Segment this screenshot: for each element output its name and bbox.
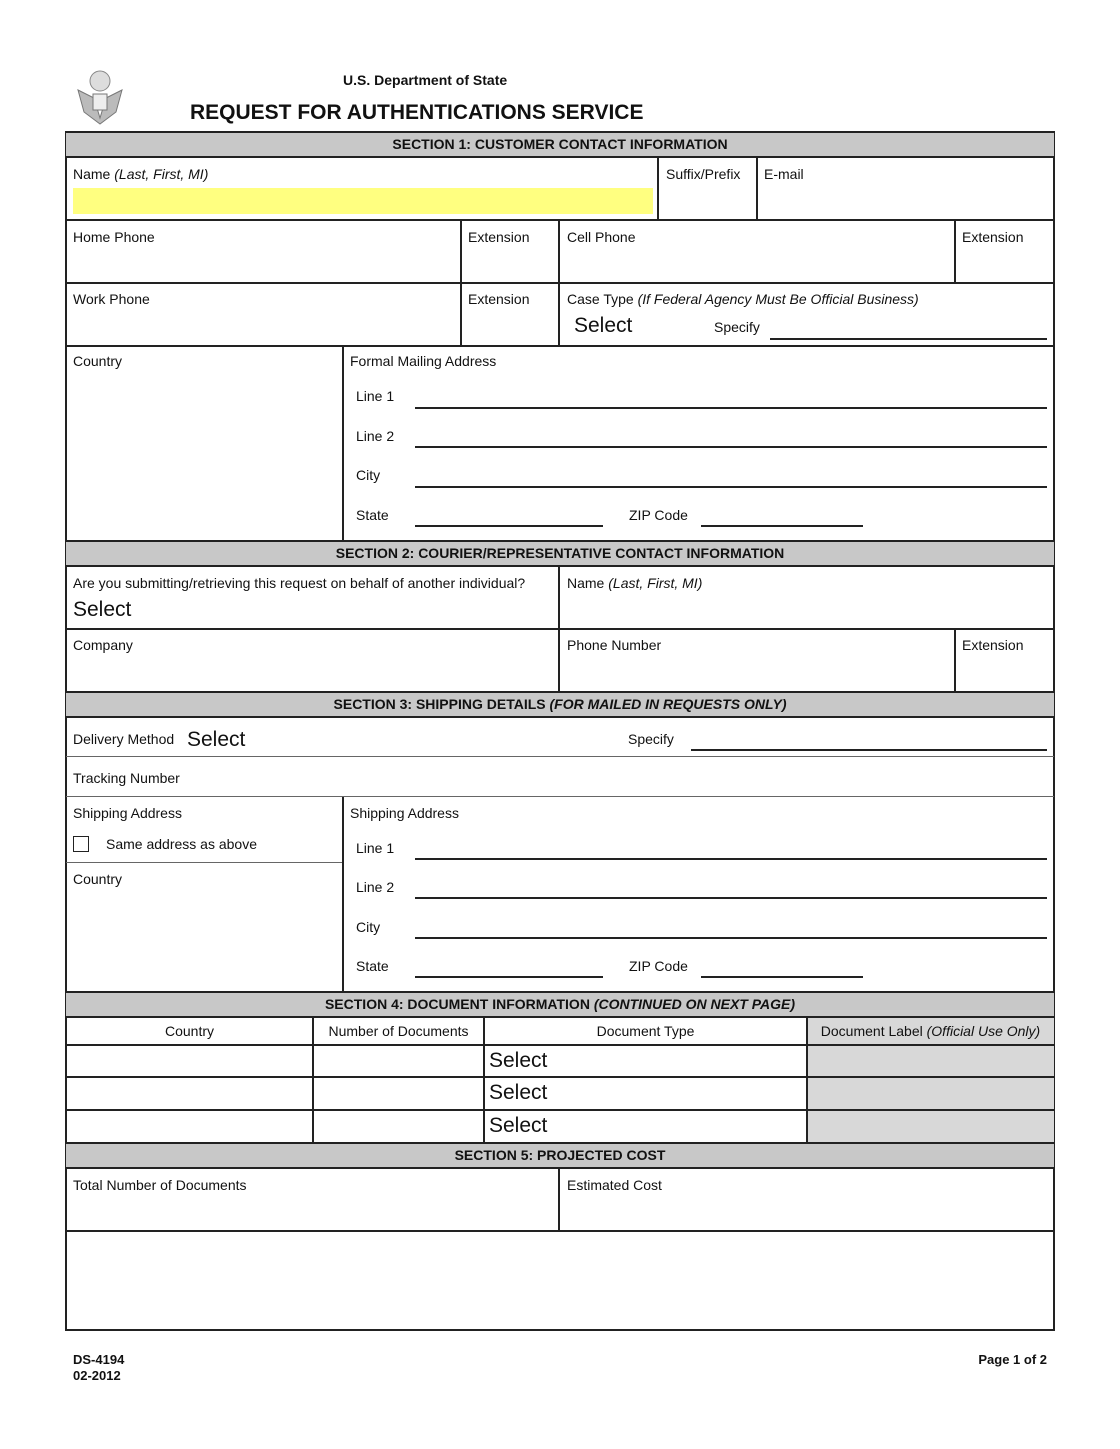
line1-label: Line 1 [356, 388, 395, 404]
email-label: E-mail [764, 166, 804, 182]
great-seal-icon [72, 68, 128, 126]
same-address-checkbox[interactable] [73, 836, 89, 852]
name-input[interactable] [73, 188, 653, 214]
ship-line1-label: Line 1 [356, 840, 395, 856]
shipping-address-label: Shipping Address [350, 805, 459, 821]
work-extension-label: Extension [468, 291, 530, 307]
zip-input[interactable] [701, 525, 863, 527]
company-label: Company [73, 637, 133, 653]
col-label: Document Label (Official Use Only) [820, 1023, 1041, 1039]
line2-input[interactable] [415, 446, 1047, 448]
shipping-country-label: Country [73, 871, 123, 887]
line2-label: Line 2 [356, 428, 395, 444]
home-phone-label: Home Phone [73, 229, 155, 245]
col-country: Country [164, 1023, 215, 1039]
tracking-label: Tracking Number [73, 770, 180, 786]
ship-line1-input[interactable] [415, 858, 1047, 860]
delivery-method-label: Delivery Method [73, 731, 175, 747]
ship-state-label: State [356, 958, 389, 974]
line1-input[interactable] [415, 407, 1047, 409]
shipping-address-left-label: Shipping Address [73, 805, 182, 821]
section2-header: SECTION 2: COURIER/REPRESENTATIVE CONTACT INFORMATION [66, 540, 1054, 567]
col-number: Number of Documents [328, 1023, 469, 1039]
agency-name: U.S. Department of State [343, 72, 508, 88]
name-label: Name (Last, First, MI) [73, 166, 209, 182]
section4-header: SECTION 4: DOCUMENT INFORMATION (CONTINUED ON NEXT PAGE) [66, 991, 1054, 1018]
case-type-label: Case Type (If Federal Agency Must Be Official Business) [567, 291, 919, 307]
home-extension-label: Extension [468, 229, 530, 245]
case-type-select[interactable]: Select [574, 314, 633, 337]
ship-line2-input[interactable] [415, 897, 1047, 899]
ship-city-input[interactable] [415, 937, 1047, 939]
form-number: DS-4194 [73, 1352, 125, 1367]
total-documents-label: Total Number of Documents [73, 1177, 247, 1193]
page-title: REQUEST FOR AUTHENTICATIONS SERVICE [190, 101, 644, 124]
behalf-select[interactable]: Select [73, 598, 132, 621]
cell-extension-label: Extension [962, 229, 1024, 245]
ship-state-input[interactable] [415, 976, 603, 978]
document-type-select[interactable]: Select [489, 1081, 548, 1104]
ship-zip-input[interactable] [701, 976, 863, 978]
zip-label: ZIP Code [629, 507, 688, 523]
section3-header: SECTION 3: SHIPPING DETAILS (FOR MAILED IN REQUESTS ONLY) [66, 691, 1054, 718]
courier-phone-label: Phone Number [567, 637, 662, 653]
suffix-label: Suffix/Prefix [666, 166, 741, 182]
mailing-address-label: Formal Mailing Address [350, 353, 497, 369]
section1-header: SECTION 1: CUSTOMER CONTACT INFORMATION [66, 131, 1054, 158]
cell-phone-label: Cell Phone [567, 229, 636, 245]
ship-city-label: City [356, 919, 381, 935]
document-type-select[interactable]: Select [489, 1114, 548, 1137]
ship-line2-label: Line 2 [356, 879, 395, 895]
city-label: City [356, 467, 381, 483]
country-label: Country [73, 353, 123, 369]
city-input[interactable] [415, 486, 1047, 488]
delivery-specify-label: Specify [628, 731, 674, 747]
form-date: 02-2012 [73, 1368, 121, 1383]
work-phone-label: Work Phone [73, 291, 150, 307]
state-input[interactable] [415, 525, 603, 527]
case-specify-input[interactable] [770, 338, 1047, 340]
ship-zip-label: ZIP Code [629, 958, 688, 974]
delivery-specify-input[interactable] [691, 749, 1047, 751]
courier-name-label: Name (Last, First, MI) [567, 575, 703, 591]
page-number: Page 1 of 2 [978, 1352, 1047, 1367]
courier-extension-label: Extension [962, 637, 1024, 653]
home-phone-input[interactable] [70, 248, 458, 280]
cell-phone-input[interactable] [562, 248, 952, 280]
email-input[interactable] [760, 185, 1050, 217]
case-specify-label: Specify [714, 319, 760, 335]
behalf-question: Are you submitting/retrieving this request on behalf of another individual? [73, 575, 526, 591]
work-phone-input[interactable] [70, 310, 458, 342]
same-address-label: Same address as above [106, 836, 257, 852]
suffix-input[interactable] [660, 185, 756, 217]
document-type-select[interactable]: Select [489, 1049, 548, 1072]
estimated-cost-label: Estimated Cost [567, 1177, 662, 1193]
col-type: Document Type [596, 1023, 695, 1039]
delivery-method-select[interactable]: Select [187, 728, 246, 751]
state-label: State [356, 507, 389, 523]
section5-header: SECTION 5: PROJECTED COST [66, 1142, 1054, 1169]
